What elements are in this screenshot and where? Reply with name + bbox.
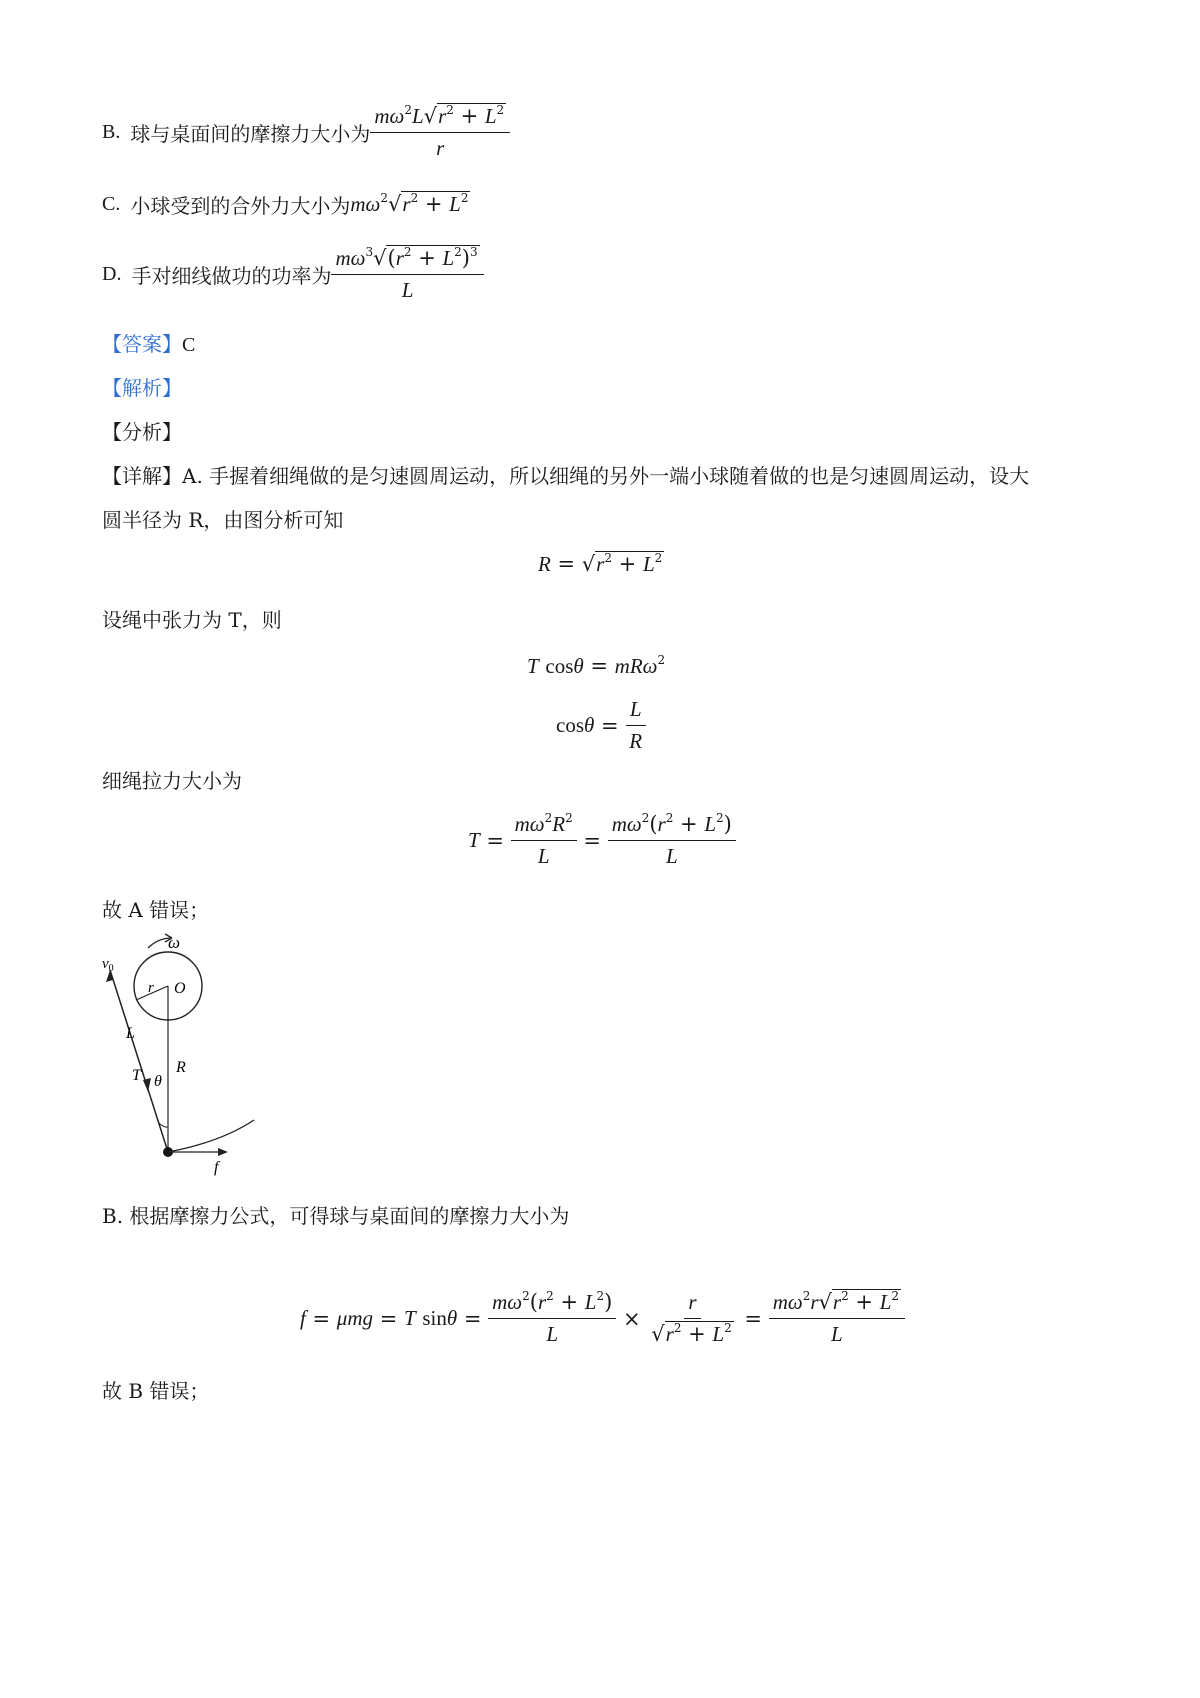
label-O: O: [174, 980, 186, 997]
analysis-tag: 【解析】: [102, 376, 182, 400]
eq-R: $R = √r^2 + L^2$: [538, 551, 663, 576]
answer-value: C: [182, 334, 196, 356]
string-line: [110, 970, 168, 1152]
option-d-label: D.: [102, 263, 122, 285]
eq-f: f = μmg = T sin θ = $\frac{m\omega^2(r^2 + L^2)}{L}$ × $\frac{r}{√r^2 + L^2}$ = $\frac{m\omega^2r√r^2 + L^2}{L}$: [300, 1290, 905, 1347]
big-circle-arc: [168, 1120, 254, 1152]
option-d: [102, 246, 484, 303]
option-b: [102, 104, 510, 161]
f-arrow-head: [218, 1148, 228, 1156]
a-wrong: 故 A 错误；: [102, 898, 210, 922]
answer-tag: 【答案】: [102, 332, 182, 356]
label-f: f: [214, 1159, 219, 1176]
force-diagram: [96, 930, 266, 1180]
option-c: [102, 190, 470, 219]
label-R: R: [176, 1059, 186, 1076]
option-b-text: 球与桌面间的摩擦力大小为: [130, 122, 371, 146]
option-d-formula: $\frac{m\omega^3√(r^2 + L^2)^3}{L}$: [331, 246, 483, 303]
label-omega: ω: [168, 933, 181, 952]
option-b-label: B.: [102, 121, 121, 143]
option-c-text: 小球受到的合外力大小为: [130, 194, 351, 218]
label-r: r: [148, 980, 154, 996]
b-wrong: 故 B 错误；: [102, 1379, 210, 1403]
option-d-text: 手对细线做功的功率为: [131, 264, 332, 288]
fenxi-tag: 【分析】: [102, 420, 182, 444]
detail-line-1: 【详解】A. 手握着细绳做的是匀速圆周运动，所以细绳的另外一端小球随着做的也是匀速圆周运动，设大: [102, 464, 1030, 488]
b-text: B. 根据摩擦力公式，可得球与桌面间的摩擦力大小为: [102, 1204, 570, 1228]
label-v0: $v_0$: [102, 956, 114, 974]
tension-intro: 设绳中张力为 T，则: [102, 608, 282, 632]
eq-tcos: T cosθ = mRω$^2$: [527, 653, 666, 678]
option-b-formula: $\frac{m\omega^2L√r^2 + L^2}{r}$: [370, 104, 510, 161]
label-theta: θ: [154, 1073, 162, 1090]
detail-line-2: 圆半径为 R，由图分析可知: [102, 508, 344, 532]
eq-cos: cos θ = $\frac{L}{R}$: [556, 697, 646, 754]
answer-line: [102, 328, 195, 357]
option-c-label: C.: [102, 193, 121, 215]
label-T: T: [132, 1067, 141, 1084]
eq-T: T = $\frac{m\omega^2R^2}{L}$ = $\frac{m\omega^2(r^2 + L^2)}{L}$: [468, 812, 736, 869]
label-L: L: [126, 1025, 135, 1042]
t-arrow-head: [143, 1078, 151, 1092]
pull-text: 细绳拉力大小为: [102, 769, 242, 793]
option-c-formula: $m\omega^2√r^2 + L^2$: [350, 191, 469, 216]
